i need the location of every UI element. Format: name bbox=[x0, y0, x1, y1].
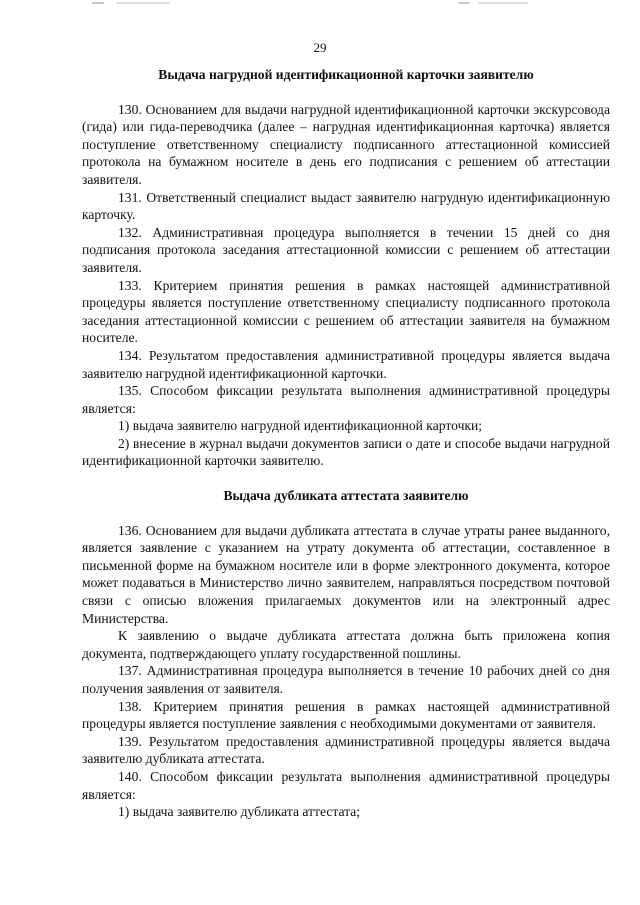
paragraph-130: 130. Основанием для выдачи нагрудной идентификационной карточки экскурсовода (гида) или гида-переводчика (далее – нагрудная идентификационная карточка) является поступление ответственному специалисту подписанного аттестационной комиссией протокола на бумажном носителе в день его подписания с решением об аттестации заявителя. bbox=[82, 101, 610, 187]
paragraph-137: 137. Административная процедура выполняется в течение 10 рабочих дней со дня получения заявления от заявителя. bbox=[82, 663, 610, 696]
paragraph-134: 134. Результатом предоставления административной процедуры является выдача заявителю нагрудной идентификационной карточки. bbox=[82, 347, 610, 381]
paragraph-133: 133. Критерием принятия решения в рамках настоящей административной процедуры является поступление ответственному специалисту подписанного протокола заседания аттестационной комиссии с решением об аттестации заявителя на бумажном носителе. bbox=[82, 277, 610, 346]
section-heading-badge-issue: Выдача нагрудной идентификационной карточки заявителю bbox=[158, 67, 534, 82]
paragraph-135: 135. Способом фиксации результата выполнения административной процедуры является: bbox=[82, 383, 610, 416]
paragraph-136-attachment: К заявлению о выдаче дубликата аттестата должна быть приложена копия документа, подтверждающего уплату государственной пошлины. bbox=[82, 628, 610, 661]
paragraph-132: 132. Административная процедура выполняется в течении 15 дней со дня подписания протокола заседания аттестационной комиссии с решением об аттестации заявителя. bbox=[82, 224, 610, 275]
paragraph-139: 139. Результатом предоставления административной процедуры является выдача заявителю дубликата аттестата. bbox=[82, 733, 610, 767]
list-item-135-2: 2) внесение в журнал выдачи документов записи о дате и способе выдачи нагрудной идентификационной карточки заявителю. bbox=[82, 435, 610, 469]
page-number: 29 bbox=[313, 40, 327, 55]
list-item-140-1: 1) выдача заявителю дубликата аттестата; bbox=[118, 804, 361, 820]
scan-artifact-marks bbox=[0, 0, 640, 8]
list-item-135-1: 1) выдача заявителю нагрудной идентификационной карточки; bbox=[118, 418, 483, 434]
document-body bbox=[82, 66, 610, 821]
paragraph-140: 140. Способом фиксации результата выполнения административной процедуры является: bbox=[82, 768, 610, 802]
paragraph-138: 138. Критерием принятия решения в рамках настоящей административной процедуры является поступление заявления с необходимыми документами от заявителя. bbox=[82, 698, 610, 732]
paragraph-136: 136. Основанием для выдачи дубликата аттестата в случае утраты ранее выданного, является заявление с указанием на утрату документа об аттестации, составленное в письменной форме на бумажном носителе или в форме электронного документа, которое может подаваться в Министерство лично заявителем, направляться посредством почтовой связи с описью вложения прилагаемых документов или на электронный адрес Министерства. bbox=[82, 522, 610, 626]
paragraph-131: 131. Ответственный специалист выдаст заявителю нагрудную идентификационную карточку. bbox=[82, 189, 610, 223]
section-heading-duplicate-certificate: Выдача дубликата аттестата заявителю bbox=[223, 488, 469, 504]
